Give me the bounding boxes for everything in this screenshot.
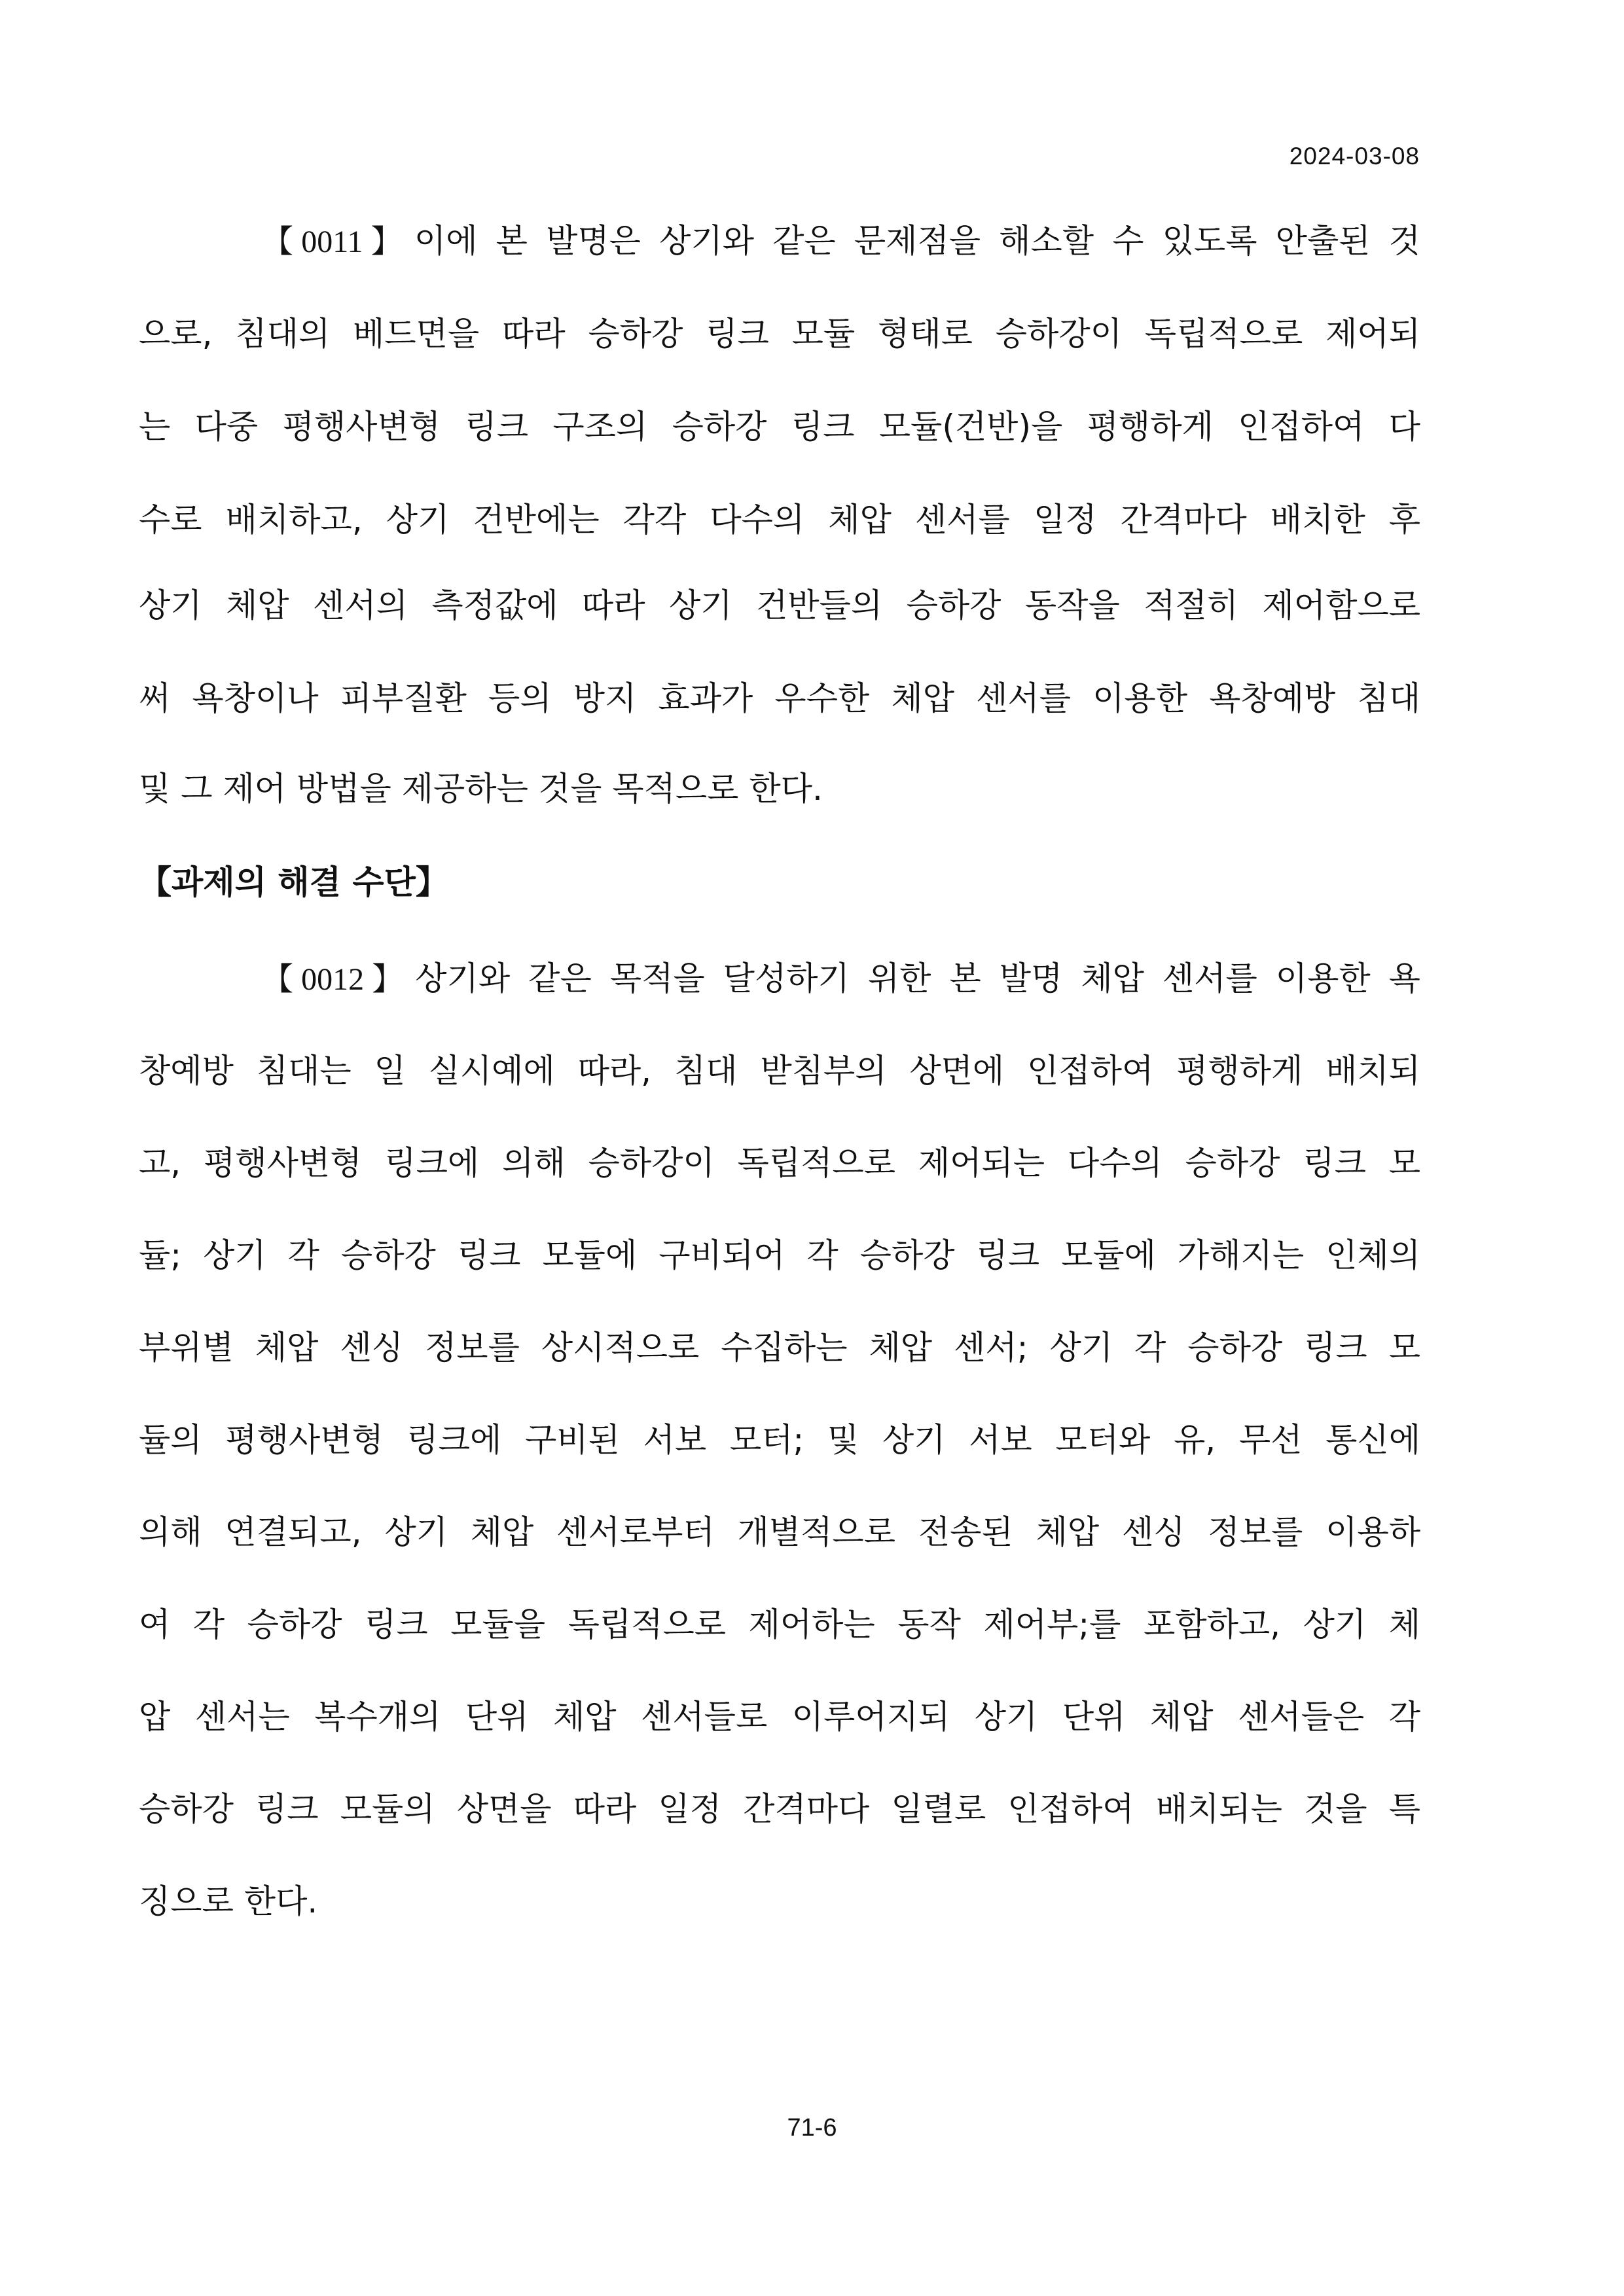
paragraph-line: 써 욕창이나 피부질환 등의 방지 효과가 우수한 체압 센서를 이용한 욕창예방 침대 bbox=[139, 679, 1420, 717]
paragraph-line: 는 다중 평행사변형 링크 구조의 승하강 링크 모듈(건반)을 평행하게 인접하여 다 bbox=[139, 408, 1420, 446]
paragraph-line: 상기 체압 센서의 측정값에 따라 상기 건반들의 승하강 동작을 적절히 제어함으로 bbox=[139, 586, 1420, 624]
paragraph-line: 수로 배치하고, 상기 건반에는 각각 다수의 체압 센서를 일정 간격마다 배치한 후 bbox=[139, 501, 1420, 539]
paragraph-line: 여 각 승하강 링크 모듈을 독립적으로 제어하는 동작 제어부;를 포함하고, 상기 체 bbox=[139, 1605, 1420, 1643]
paragraph-line: 부위별 체압 센싱 정보를 상시적으로 수집하는 체압 센서; 상기 각 승하강 링크 모 bbox=[139, 1329, 1420, 1367]
document-date: 2024-03-08 bbox=[1289, 143, 1420, 170]
paragraph-number: 【0012】 bbox=[262, 962, 412, 997]
paragraph-line: 듈의 평행사변형 링크에 구비된 서보 모터; 및 상기 서보 모터와 유, 무선 통신에 bbox=[139, 1421, 1420, 1459]
paragraph-line: 및 그 제어 방법을 제공하는 것을 목적으로 한다. bbox=[139, 770, 823, 808]
paragraph-line: 의해 연결되고, 상기 체압 센서로부터 개별적으로 전송된 체압 센싱 정보를 이용하 bbox=[139, 1513, 1420, 1551]
page-number: 71-6 bbox=[787, 2114, 837, 2142]
paragraph-line: 창예방 침대는 일 실시예에 따라, 침대 받침부의 상면에 인접하여 평행하게 배치되 bbox=[139, 1052, 1420, 1090]
paragraph-line: 압 센서는 복수개의 단위 체압 센서들로 이루어지되 상기 단위 체압 센서들은 각 bbox=[139, 1698, 1420, 1736]
paragraph-line-text: 이에 본 발명은 상기와 같은 문제점을 해소할 수 있도록 안출된 것 bbox=[414, 222, 1420, 260]
paragraph-line bbox=[262, 221, 1420, 262]
paragraph-line: 듈; 상기 각 승하강 링크 모듈에 구비되어 각 승하강 링크 모듈에 가해지는 인체의 bbox=[139, 1236, 1420, 1274]
paragraph-line bbox=[262, 959, 1420, 999]
section-heading: 【과제의 해결 수단】 bbox=[139, 863, 448, 901]
paragraph-line-text: 상기와 같은 목적을 달성하기 위한 본 발명 체압 센서를 이용한 욕 bbox=[415, 960, 1420, 997]
paragraph-line: 징으로 한다. bbox=[139, 1882, 318, 1920]
paragraph-number: 【0011】 bbox=[262, 224, 410, 259]
paragraph-line: 으로, 침대의 베드면을 따라 승하강 링크 모듈 형태로 승하강이 독립적으로 제어되 bbox=[139, 315, 1420, 353]
paragraph-line: 승하강 링크 모듈의 상면을 따라 일정 간격마다 일렬로 인접하여 배치되는 것을 특 bbox=[139, 1790, 1420, 1828]
paragraph-line: 고, 평행사변형 링크에 의해 승하강이 독립적으로 제어되는 다수의 승하강 링크 모 bbox=[139, 1144, 1420, 1182]
